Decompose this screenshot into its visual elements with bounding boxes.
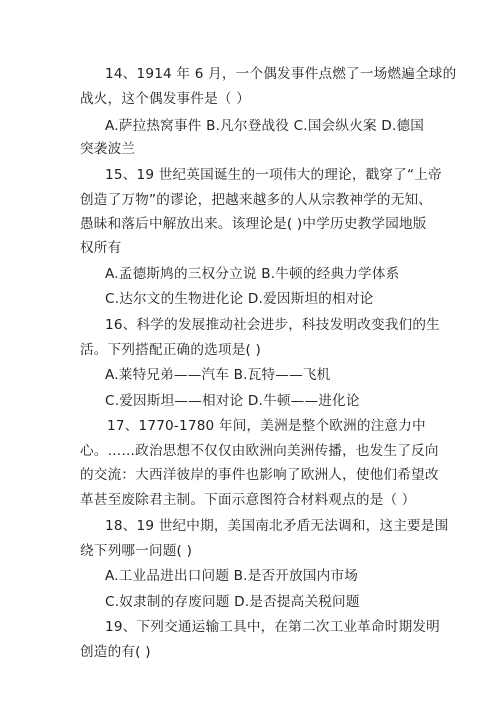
q18-stem-line-2: 绕下列哪一问题( ) <box>80 543 193 559</box>
q18-stem-line-1: 18、19 世纪中期，美国南北矛盾无法调和，这主要是围 <box>105 518 449 534</box>
q17-stem-line-1: 17、1770-1780 年间，美洲是整个欧洲的注意力中 <box>107 418 426 434</box>
q15-stem-line-1: 15、19 世纪英国诞生的一项伟大的理论，戳穿了“上帝 <box>105 167 442 183</box>
q19-stem-line-1: 19、下列交通运输工具中，在第二次工业革命时期发明 <box>105 619 440 635</box>
q18-options-line-1: A.工业品进出口问题 B.是否开放国内市场 <box>105 568 359 584</box>
q19-stem-line-2: 创造的有( ) <box>80 644 151 660</box>
q14-stem-line-2: 战火，这个偶发事件是（ ） <box>80 91 251 107</box>
q15-stem-line-2: 创造了万物”的谬论，把越来越多的人从宗教神学的无知、 <box>80 192 433 208</box>
q15-stem-line-3: 愚昧和落后中解放出来。该理论是( )中学历史教学园地版 <box>80 216 427 232</box>
q18-options-line-2: C.奴隶制的存废问题 D.是否提高关税问题 <box>105 594 360 610</box>
q16-stem-line-1: 16、科学的发展推动社会进步，科技发明改变我们的生 <box>105 317 440 333</box>
q14-options-line-1: A.萨拉热窝事件 B.凡尔登战役 C.国会纵火案 D.德国 <box>105 118 425 134</box>
q14-stem-line-1: 14、1914 年 6 月，一个偶发事件点燃了一场燃遍全球的 <box>105 66 457 82</box>
q15-options-line-1: A.孟德斯鸠的三权分立说 B.牛顿的经典力学体系 <box>105 266 400 282</box>
q15-options-line-2: C.达尔文的生物进化论 D.爱因斯坦的相对论 <box>105 291 374 307</box>
q14-options-line-2: 突袭波兰 <box>80 141 136 157</box>
q16-options-line-2: C.爱因斯坦——相对论 D.牛顿——进化论 <box>105 393 360 409</box>
q17-stem-line-4: 革甚至废除君主制。下面示意图符合材料观点的是（ ） <box>80 492 416 508</box>
q15-stem-line-4: 权所有 <box>80 240 122 256</box>
q17-stem-line-3: 的交流：大西洋彼岸的事件也影响了欧洲人，使他们希望改 <box>80 467 439 483</box>
q16-stem-line-2: 活。下列搭配正确的选项是( ) <box>80 342 262 358</box>
q17-stem-line-2: 心。……政治思想不仅仅由欧洲向美洲传播，也发生了反向 <box>80 443 439 459</box>
q16-options-line-1: A.莱特兄弟——汽车 B.瓦特——飞机 <box>105 367 331 383</box>
